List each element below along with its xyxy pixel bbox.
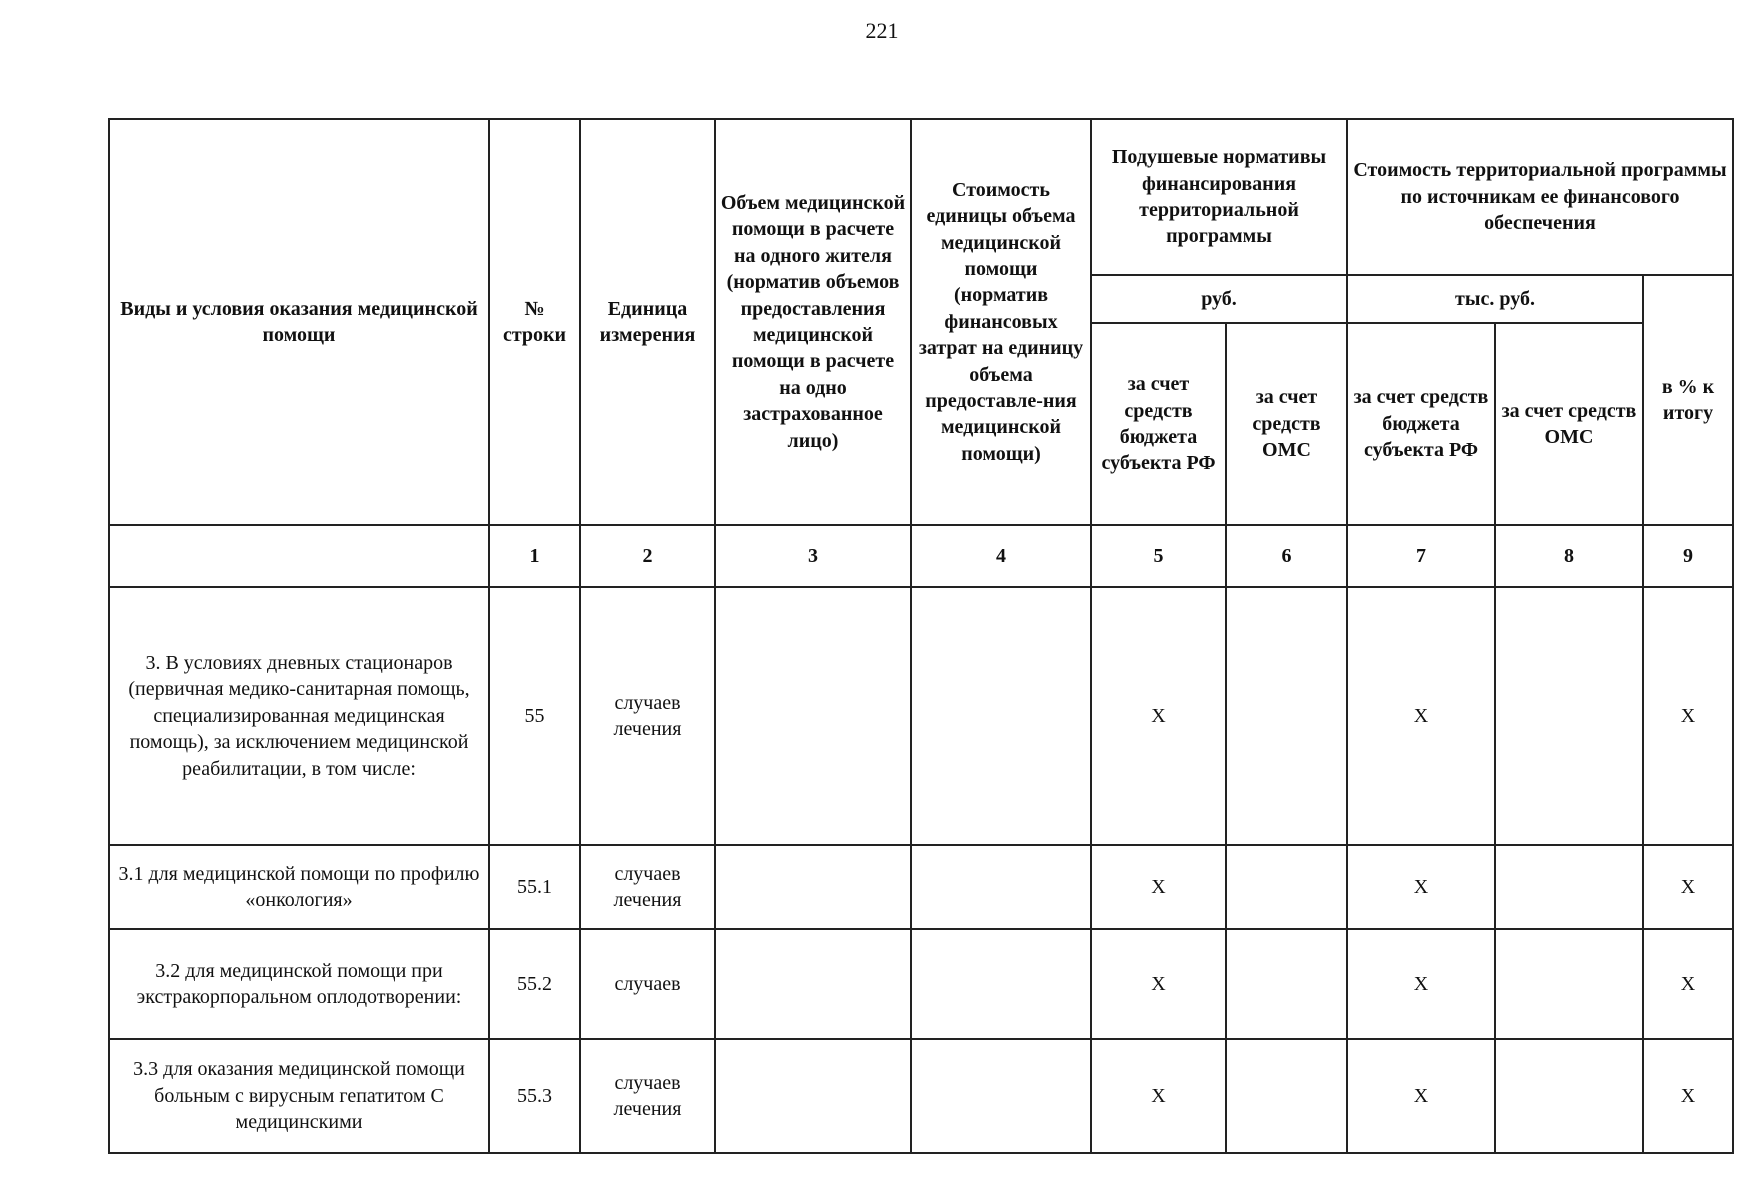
row-oms: [1226, 1039, 1347, 1153]
row-code: 55.2: [489, 929, 580, 1039]
row-unit: случаев лечения: [580, 587, 715, 845]
row-oms: [1226, 845, 1347, 929]
header-oms-2: за счет средств ОМС: [1495, 323, 1643, 525]
column-number: 3: [715, 525, 911, 587]
row-program-budget-rf: Х: [1347, 845, 1495, 929]
header-kinds: Виды и условия оказания медицинской помощи: [109, 119, 489, 525]
column-number-empty: [109, 525, 489, 587]
row-unit: случаев: [580, 929, 715, 1039]
header-per-capita: Подушевые нормативы финансирования территориальной программы: [1091, 119, 1347, 275]
header-unit: Единица измерения: [580, 119, 715, 525]
column-number: 9: [1643, 525, 1733, 587]
table-row: [109, 929, 1733, 1039]
row-name: 3.2 для медицинской помощи при экстракорпоральном оплодотворении:: [109, 929, 489, 1039]
row-budget-rf: Х: [1091, 845, 1226, 929]
row-budget-rf: Х: [1091, 587, 1226, 845]
row-cost: [911, 845, 1091, 929]
row-program-oms: [1495, 587, 1643, 845]
row-name: 3.3 для оказания медицинской помощи больным с вирусным гепатитом С медицинскими: [109, 1039, 489, 1153]
column-number: 5: [1091, 525, 1226, 587]
header-budget-rf: за счет средств бюджета субъекта РФ: [1091, 323, 1226, 525]
header-oms: за счет средств ОМС: [1226, 323, 1347, 525]
row-program-oms: [1495, 929, 1643, 1039]
header-row-no: № строки: [489, 119, 580, 525]
column-number: 6: [1226, 525, 1347, 587]
column-numbers-row: [109, 525, 1733, 587]
row-pct-total: Х: [1643, 845, 1733, 929]
row-program-oms: [1495, 1039, 1643, 1153]
column-number: 2: [580, 525, 715, 587]
row-name: 3.1 для медицинской помощи по профилю «онкология»: [109, 845, 489, 929]
header-program-cost: Стоимость территориальной программы по источникам ее финансового обеспечения: [1347, 119, 1733, 275]
column-number: 1: [489, 525, 580, 587]
row-volume: [715, 845, 911, 929]
row-name: 3. В условиях дневных стационаров (первичная медико-санитарная помощь, специализированная медицинская помощь), за исключением медицинской реабилитации, в том числе:: [109, 587, 489, 845]
row-budget-rf: Х: [1091, 929, 1226, 1039]
row-pct-total: Х: [1643, 1039, 1733, 1153]
column-number: 4: [911, 525, 1091, 587]
row-oms: [1226, 587, 1347, 845]
row-pct-total: Х: [1643, 587, 1733, 845]
row-code: 55: [489, 587, 580, 845]
header-volume: Объем медицинской помощи в расчете на одного жителя (норматив объемов предоставления медицинской помощи в расчете на одно застрахованное лицо): [715, 119, 911, 525]
row-oms: [1226, 929, 1347, 1039]
row-cost: [911, 929, 1091, 1039]
column-number: 8: [1495, 525, 1643, 587]
row-program-budget-rf: Х: [1347, 1039, 1495, 1153]
row-program-budget-rf: Х: [1347, 929, 1495, 1039]
row-volume: [715, 929, 911, 1039]
row-volume: [715, 587, 911, 845]
row-unit: случаев лечения: [580, 1039, 715, 1153]
row-program-oms: [1495, 845, 1643, 929]
row-volume: [715, 1039, 911, 1153]
row-budget-rf: Х: [1091, 1039, 1226, 1153]
column-number: 7: [1347, 525, 1495, 587]
row-cost: [911, 1039, 1091, 1153]
row-pct-total: Х: [1643, 929, 1733, 1039]
header-cost: Стоимость единицы объема медицинской помощи (норматив финансовых затрат на единицу объема предоставле-ния медицинской помощи): [911, 119, 1091, 525]
page-number: 221: [865, 18, 899, 43]
table-row: [109, 1039, 1733, 1153]
table-row: [109, 845, 1733, 929]
header-thous-rub: тыс. руб.: [1347, 275, 1643, 323]
row-code: 55.3: [489, 1039, 580, 1153]
row-code: 55.1: [489, 845, 580, 929]
financing-table: [108, 118, 1734, 1154]
table-row: [109, 587, 1733, 845]
row-unit: случаев лечения: [580, 845, 715, 929]
row-cost: [911, 587, 1091, 845]
header-pct-total: в % к итогу: [1643, 275, 1733, 525]
header-budget-rf-2: за счет средств бюджета субъекта РФ: [1347, 323, 1495, 525]
row-program-budget-rf: Х: [1347, 587, 1495, 845]
header-rub: руб.: [1091, 275, 1347, 323]
